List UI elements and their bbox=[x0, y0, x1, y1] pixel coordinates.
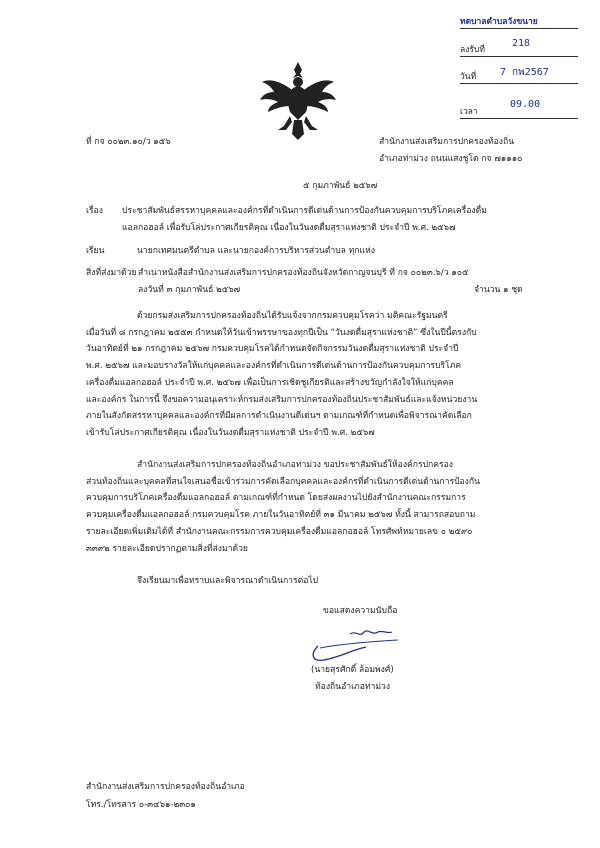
closing-text: จึงเรียนมาเพื่อทราบและพิจารณาดำเนินการต่อไป bbox=[137, 576, 319, 586]
signer-name: (นายสุรศักดิ์ ล้อมพงศ์) bbox=[311, 665, 394, 675]
paragraph-2-line: สำนักงานส่งเสริมการปกครองท้องถิ่นอำเภอท่าม่วง ขอประชาสัมพันธ์ให้องค์กรปกครอง bbox=[137, 460, 453, 470]
receiving-stamp bbox=[460, 14, 588, 131]
stamp-recv-label: ลงรับที่ bbox=[460, 45, 485, 55]
paragraph-1-line: พ.ศ. ๒๕๖๗ และมอบรางวัลให้แก่บุคคลและองค์กรที่ดำเนินการดีเด่นด้านการป้องกันควบคุมการบริโภค bbox=[86, 361, 462, 372]
paragraph-1 bbox=[86, 308, 477, 442]
stamp-time-label: เวลา bbox=[460, 107, 478, 117]
attachment-line-2: ลงวันที่ ๓ กุมภาพันธ์ ๒๕๖๗ bbox=[138, 285, 241, 295]
document-date: ๕ กุมภาพันธ์ ๒๕๖๗ bbox=[303, 181, 378, 191]
footer-phone: โทร./โทรสาร ๐-๓๔๖๑-๒๓๐๑ bbox=[86, 800, 196, 810]
signer-position: ท้องถิ่นอำเภอท่าม่วง bbox=[315, 682, 391, 692]
paragraph-1-line: เมื่อวันที่ ๘ กรกฎาคม ๒๕๕๓ กำหนดให้วันเข้าพรรษาของทุกปีเป็น “วันงดดื่มสุราแห่งชาติ” ซึ่งในปีนี้ตรงกับ bbox=[86, 327, 477, 338]
garuda-emblem-icon bbox=[258, 60, 338, 142]
to-label: เรียน bbox=[86, 246, 105, 256]
regards-text: ขอแสดงความนับถือ bbox=[323, 606, 398, 616]
stamp-date-value: 7 กพ2567 bbox=[500, 67, 549, 78]
subject-line-1: ประชาสัมพันธ์สรรหาบุคคลและองค์กรที่ดำเนินการดีเด่นด้านการป้องกันควบคุมการบริโภคเครื่องดื่ม bbox=[122, 206, 487, 216]
paragraph-1-line: เข้ารับโล่ประกาศเกียรติคุณ เนื่องในวันงดดื่มสุราแห่งชาติ ประจำปี พ.ศ. ๒๕๖๗ bbox=[86, 427, 375, 438]
paragraph-2-line: รายละเอียดเพิ่มเติมได้ที่ สำนักงานคณะกรรมการควบคุมเครื่องดื่มแอลกอฮอล์ โทรศัพท์หมายเลข ๐ ๒๕๙๐ bbox=[86, 526, 473, 537]
stamp-time-value: 09.00 bbox=[510, 99, 541, 110]
to-text: นายกเทศมนตรีตำบล และนายกองค์การบริหารส่วนตำบล ทุกแห่ง bbox=[137, 246, 375, 256]
handwritten-signature bbox=[300, 620, 410, 665]
sender-address: อำเภอท่าม่วง ถนนแสงชูโต กจ ๗๑๑๑๐ bbox=[379, 154, 523, 164]
paragraph-2-line: ควบคุมเครื่องดื่มแอลกอฮอล์ กรมควบคุมโรค ภายในวันอาทิตย์ที่ ๓๑ มีนาคม ๒๕๖๗ ทั้งนี้ สามารถสอบถาม bbox=[86, 510, 476, 521]
subject-line-2: แอลกอฮอล์ เพื่อรับโล่ประกาศเกียรติคุณ เนื่องในวันงดดื่มสุราแห่งชาติ ประจำปี พ.ศ. ๒๕๖๗ bbox=[122, 223, 456, 233]
reference-number: ที่ กจ ๐๐๒๓.๑๐/ว ๑๕๖ bbox=[86, 137, 171, 147]
subject-label: เรื่อง bbox=[86, 206, 103, 216]
paragraph-2-line: ๓๓๙๒ รายละเอียดปรากฏตามสิ่งที่ส่งมาด้วย bbox=[86, 543, 248, 554]
sender-office: สำนักงานส่งเสริมการปกครองท้องถิ่น bbox=[379, 137, 515, 147]
stamp-office: ทตบาลตำบลวังขนาย bbox=[460, 17, 538, 27]
footer-office: สำนักงานส่งเสริมการปกครองท้องถิ่นอำเภอ bbox=[86, 782, 245, 792]
paragraph-2 bbox=[86, 457, 480, 557]
paragraph-2-line: ส่วนท้องถิ่นและบุคคลที่สนใจเสนอชื่อเข้าร่วมการคัดเลือกบุคคลและองค์กรที่ดำเนินการดีเด่นด้านการป้องกัน bbox=[86, 476, 480, 487]
paragraph-1-line: วันอาทิตย์ที่ ๒๑ กรกฎาคม ๒๕๖๗ กรมควบคุมโรคได้กำหนดจัดกิจกรรมวันงดดื่มสุราแห่งชาติ ประจำปี bbox=[86, 344, 459, 355]
stamp-recv-no: 218 bbox=[512, 38, 531, 49]
attachment-count: จำนวน ๑ ชุด bbox=[474, 285, 523, 295]
attachment-line-1: สำเนาหนังสือสำนักงานส่งเสริมการปกครองท้องถิ่นจังหวัดกาญจนบุรี ที่ กจ ๐๐๒๓.๖/ว ๑๐๕ bbox=[138, 268, 469, 278]
paragraph-1-line: ภายในสังกัดสรรหาบุคคลและองค์กรที่มีผลการดำเนินงานดีเด่นฯ ตามเกณฑ์ที่กำหนดเพื่อพิจารณาคัดเลือก bbox=[86, 411, 472, 422]
paragraph-1-line: ด้วยกรมส่งเสริมการปกครองท้องถิ่นได้รับแจ้งจากกรมควบคุมโรคว่า มติคณะรัฐมนตรี bbox=[137, 311, 448, 321]
attachment-label: สิ่งที่ส่งมาด้วย bbox=[86, 268, 137, 278]
paragraph-1-line: เครื่องดื่มแอลกอฮอล์ ประจำปี พ.ศ. ๒๕๖๗ เพื่อเป็นการเชิดชูเกียรติและสร้างขวัญกำลังใจให้แก่บุคคล bbox=[86, 377, 454, 388]
stamp-date-label: วันที่ bbox=[460, 72, 477, 82]
paragraph-1-line: และองค์กร ในการนี้ จึงขอความอนุเคราะห์กรมส่งเสริมการปกครองท้องถิ่นประชาสัมพันธ์และแจ้งหน่วยงาน bbox=[86, 394, 478, 405]
paragraph-2-line: ควบคุมการบริโภคเครื่องดื่มแอลกอฮอล์ ตามเกณฑ์ที่กำหนด โดยส่งผลงานไปยังสำนักงานคณะกรรมการ bbox=[86, 493, 466, 504]
